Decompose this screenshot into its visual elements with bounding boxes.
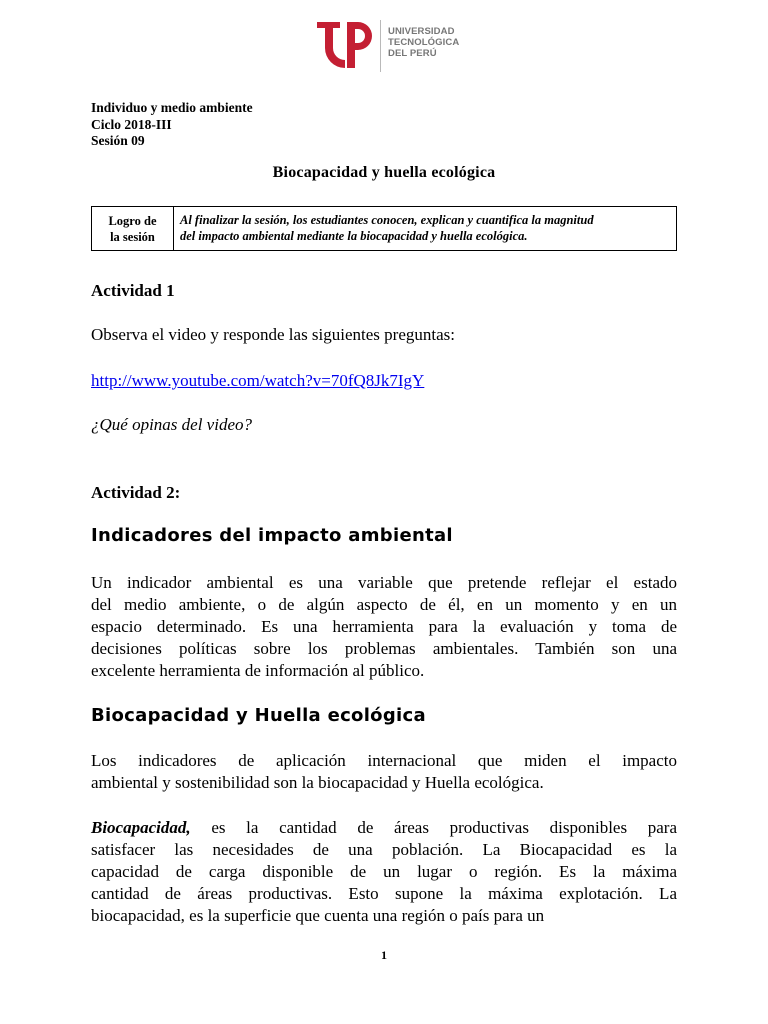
video-link-wrapper (91, 371, 424, 391)
paragraph-line: biocapacidad, es la superficie que cuenta una región o país para un (91, 906, 545, 925)
activity-2-heading: Actividad 2: (91, 483, 181, 502)
paragraph-line: decisiones políticas sobre los problemas ambientales. También son una (91, 639, 677, 658)
university-name (388, 26, 459, 59)
session-goal-text-line-2: del impacto ambiental mediante la biocapacidad y huella ecológica. (180, 229, 528, 243)
university-name-line-1: UNIVERSIDAD (388, 26, 455, 37)
paragraph-line: ambiental y sostenibilidad son la biocapacidad y Huella ecológica. (91, 773, 544, 792)
university-name-line-3: DEL PERÚ (388, 48, 437, 59)
course-cycle: Ciclo 2018-III (91, 116, 172, 132)
definition-first-line-text: es la cantidad de áreas productivas disponibles para (190, 818, 677, 837)
session-goal-text (174, 207, 676, 250)
utp-logo-icon (314, 16, 378, 74)
course-session: Sesión 09 (91, 133, 145, 148)
logo-divider (380, 20, 381, 72)
session-goal-text-line-1: Al finalizar la sesión, los estudiantes conocen, explican y cuantifica la magnitud (180, 213, 594, 227)
document-title: Biocapacidad y huella ecológica (272, 164, 496, 181)
paragraph-line: Un indicador ambiental es una variable que pretende reflejar el estado (91, 573, 677, 592)
section-biocapacity-paragraph (91, 750, 677, 794)
biocapacity-definition (91, 817, 677, 927)
session-goal-label-line-2: la sesión (110, 229, 155, 244)
page-number: 1 (381, 948, 387, 962)
paragraph-line: cantidad de áreas productivas. Esto supone la máxima explotación. La (91, 884, 677, 903)
university-name-line-2: TECNOLÓGICA (388, 37, 460, 48)
paragraph-line: satisfacer las necesidades de una población. La Biocapacidad es la (91, 840, 677, 859)
session-goal-label-line-1: Logro de (108, 213, 157, 228)
section-biocapacity-heading: Biocapacidad y Huella ecológica (91, 705, 426, 726)
university-logo (314, 16, 474, 76)
course-meta (91, 100, 253, 150)
definition-term: Biocapacidad, (91, 818, 191, 837)
activity-1-heading: Actividad 1 (91, 281, 175, 300)
session-goal-label (92, 207, 174, 250)
definition-first-line (91, 817, 677, 839)
paragraph-line: capacidad de carga disponible de un lugar o región. Es la máxima (91, 862, 677, 881)
paragraph-line: Los indicadores de aplicación internacional que miden el impacto (91, 751, 677, 770)
course-name: Individuo y medio ambiente (91, 100, 253, 115)
activity-1-instruction: Observa el video y responde las siguientes preguntas: (91, 325, 455, 344)
section-indicators-heading: Indicadores del impacto ambiental (91, 525, 453, 546)
section-indicators-paragraph (91, 572, 677, 682)
paragraph-line: del medio ambiente, o de algún aspecto de él, en un momento y en un (91, 595, 677, 614)
activity-1-question: ¿Qué opinas del video? (91, 415, 252, 434)
video-link[interactable]: http://www.youtube.com/watch?v=70fQ8Jk7IgY (91, 371, 425, 390)
paragraph-line: espacio determinado. Es una herramienta para la evaluación y toma de (91, 617, 677, 636)
paragraph-line: excelente herramienta de información al público. (91, 661, 425, 680)
session-goal-table (91, 206, 677, 251)
